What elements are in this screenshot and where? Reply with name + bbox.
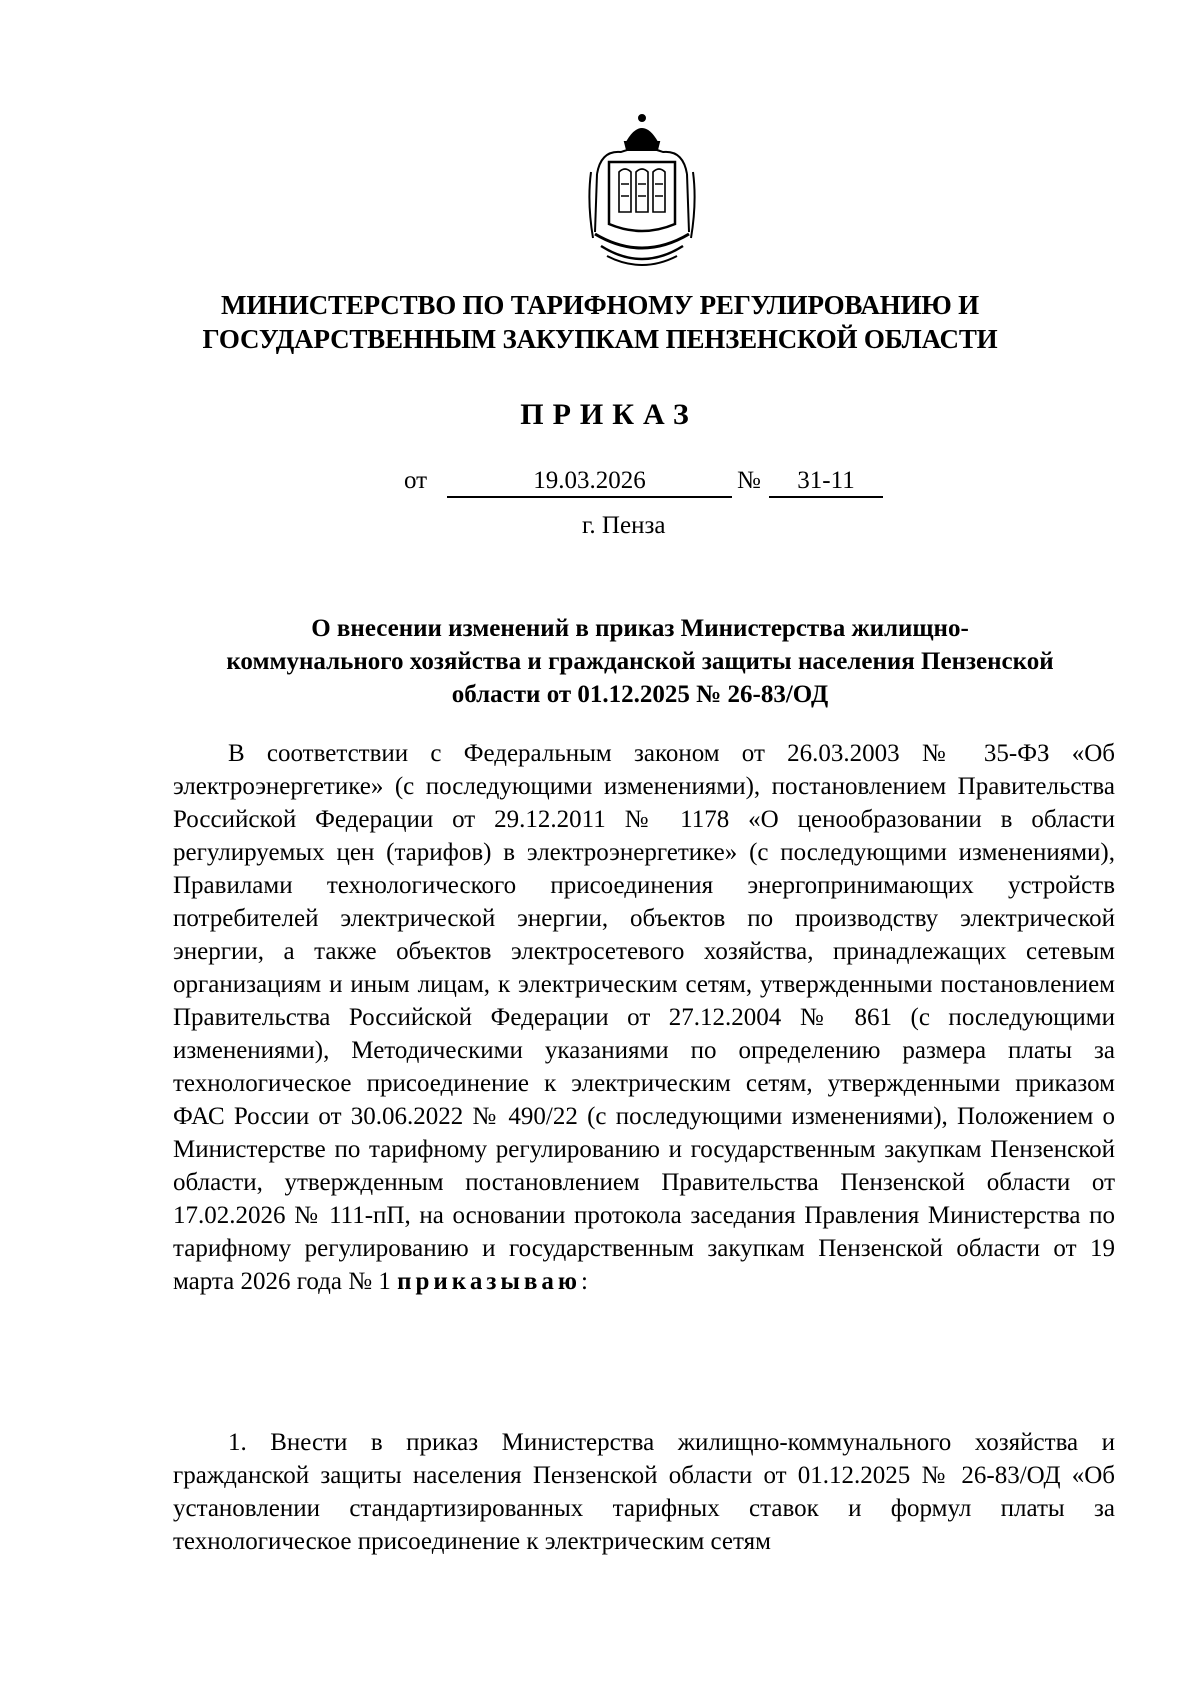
document-type: ПРИКАЗ bbox=[520, 398, 698, 431]
number-prefix: № bbox=[737, 467, 761, 494]
document-number: 31-11 bbox=[769, 467, 883, 498]
document-date: 19.03.2026 bbox=[447, 467, 732, 498]
title-line1: О внесении изменений в приказ Министерства жилищно- bbox=[311, 615, 969, 642]
date-prefix: от bbox=[404, 467, 428, 494]
ministry-name bbox=[0, 288, 1200, 356]
document-title bbox=[165, 612, 1115, 711]
clause-1-text: 1. Внести в приказ Министерства жилищно-коммунального хозяйства и гражданской защиты населения Пензенской области от 01.12.2025 № 26-83/ОД «Об установлении стандартизированных тарифных ставок и формул платы за технологическое присоединение к электрическим сетям bbox=[173, 1429, 1115, 1555]
order-word: приказываю bbox=[397, 1268, 581, 1295]
coat-of-arms-icon bbox=[587, 112, 697, 275]
title-line3: области от 01.12.2025 № 26-83/ОД bbox=[451, 681, 829, 708]
ministry-name-line1: МИНИСТЕРСТВО ПО ТАРИФНОМУ РЕГУЛИРОВАНИЮ И bbox=[221, 290, 979, 320]
ministry-name-line2: ГОСУДАРСТВЕННЫМ ЗАКУПКАМ ПЕНЗЕНСКОЙ ОБЛАСТИ bbox=[202, 324, 998, 354]
order-suffix: : bbox=[581, 1268, 588, 1295]
city: г. Пенза bbox=[582, 512, 666, 539]
preamble-paragraph bbox=[173, 737, 1115, 1298]
title-line2: коммунального хозяйства и гражданской защиты населения Пензенской bbox=[226, 648, 1054, 675]
preamble-text: В соответствии с Федеральным законом от 26.03.2003 № 35-ФЗ «Об электроэнергетике» (с последующими изменениями), постановлением Правительства Российской Федерации от 29.12.2011 № 1178 «О ценообразовании в области регулируемых цен (тарифов) в электроэнергетике» (с последующими изменениями), Правилами технологического присоединения энергопринимающих устройств потребителей электрической энергии, объектов по производству электрической энергии, а также объектов электросетевого хозяйства, принадлежащих сетевым организациям и иным лицам, к электрическим сетям, утвержденными постановлением Правительства Российской Федерации от 27.12.2004 № 861 (с последующими изменениями), Методическими указаниями по определению размера платы за технологическое присоединение к электрическим сетям, утвержденными приказом ФАС России от 30.06.2022 № 490/22 (с последующими изменениями), Положением о Министерстве по тарифному регулированию и государственным закупкам Пензенской области, утвержденным постановлением Правительства Пензенской области от 17.02.2026 № 111-пП, на основании протокола заседания Правления Министерства по тарифному регулированию и государственным закупкам Пензенской области от 19 марта 2026 года № 1 bbox=[173, 740, 1115, 1295]
clause-1-paragraph bbox=[173, 1426, 1115, 1558]
